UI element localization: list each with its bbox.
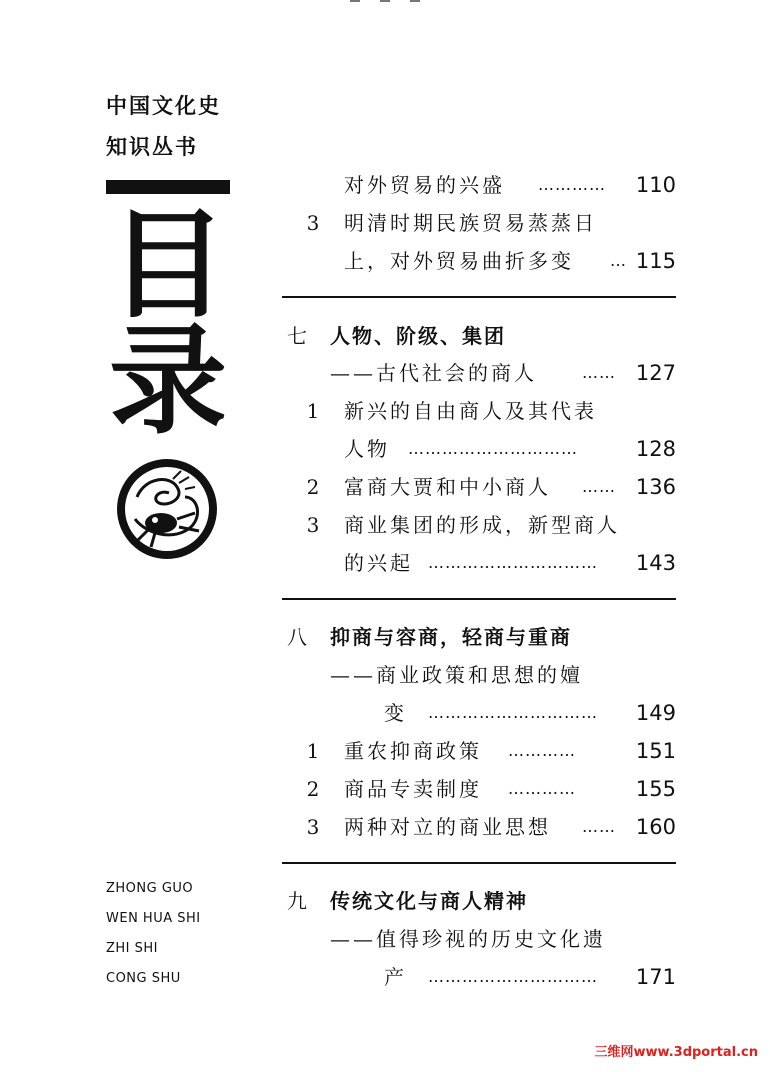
toc-entry-text: 商业集团的形成，新型商人 <box>344 513 620 537</box>
pinyin-line: ZHI SHI <box>106 941 159 956</box>
toc-entry-text: 两种对立的商业思想 <box>344 815 551 839</box>
toc-row <box>282 244 676 278</box>
toc-entry-text: 明清时期民族贸易蒸蒸日 <box>344 211 597 235</box>
toc-chapter-subtitle: ——值得珍视的历史文化遗 <box>330 927 606 951</box>
top-scan-mark <box>340 0 430 4</box>
toc-leader: ………………………… <box>408 439 578 458</box>
toc-leader: … <box>610 251 627 270</box>
toc-leader: ………… <box>508 741 576 760</box>
series-title-line2: 知识丛书 <box>106 135 198 159</box>
toc-chapter-subtitle: 产 <box>384 965 407 989</box>
heading-char-mu: 目 <box>108 196 227 334</box>
toc-row <box>282 546 676 580</box>
toc-chapter-row <box>282 884 676 918</box>
toc-row <box>282 168 676 202</box>
toc-entry-text: 重农抑商政策 <box>344 739 482 763</box>
toc-chapter-number: 七 <box>287 324 307 348</box>
toc-leader: …… <box>582 477 616 496</box>
toc-section-number: 3 <box>306 815 320 839</box>
toc-section-number: 1 <box>306 739 320 763</box>
toc-row <box>282 960 676 994</box>
toc-chapter-title: 传统文化与商人精神 <box>330 889 528 913</box>
toc-section-number: 2 <box>306 777 320 801</box>
toc-leader: ………………………… <box>428 967 598 986</box>
heading-char-lu: 录 <box>108 312 227 450</box>
toc-row <box>282 658 676 692</box>
toc-row <box>282 470 676 504</box>
toc-row <box>282 922 676 956</box>
toc-leader: ………… <box>538 175 606 194</box>
toc-leader: …… <box>582 363 616 382</box>
toc-entry-text: 商品专卖制度 <box>344 777 482 801</box>
toc-row <box>282 772 676 806</box>
chapter-divider <box>282 598 676 600</box>
toc-entry-text: 上，对外贸易曲折多变 <box>344 249 574 273</box>
toc-section-number: 3 <box>306 513 320 537</box>
toc-page-number: 155 <box>635 777 676 801</box>
dragon-emblem-icon <box>115 457 219 561</box>
toc-chapter-row <box>282 319 676 353</box>
pinyin-line: CONG SHU <box>106 971 181 986</box>
toc-row <box>282 432 676 466</box>
toc-chapter-subtitle: 变 <box>384 701 407 725</box>
toc-leader: ………………………… <box>428 703 598 722</box>
toc-entry-text: 人物 <box>344 437 390 461</box>
toc-leader: ………… <box>508 779 576 798</box>
toc-page-number: 171 <box>635 965 676 989</box>
toc-entry-text: 新兴的自由商人及其代表 <box>344 399 597 423</box>
series-title-line1: 中国文化史 <box>106 94 221 118</box>
heading-bar <box>106 180 230 194</box>
pinyin-line: WEN HUA SHI <box>106 911 201 926</box>
toc-entry-text: 对外贸易的兴盛 <box>344 173 505 197</box>
toc-chapter-subtitle: ——商业政策和思想的嬗 <box>330 663 583 687</box>
toc-page-number: 149 <box>635 701 676 725</box>
pinyin-line: ZHONG GUO <box>106 881 194 896</box>
toc-section-number: 3 <box>306 211 320 235</box>
toc-row <box>282 734 676 768</box>
toc-page-number: 128 <box>635 437 676 461</box>
toc-page-number: 136 <box>635 475 676 499</box>
toc-chapter-number: 九 <box>287 889 307 913</box>
toc-entry-text: 富商大贾和中小商人 <box>344 475 551 499</box>
toc-page-number: 110 <box>635 173 676 197</box>
toc-row <box>282 206 676 240</box>
chapter-divider <box>282 862 676 864</box>
toc-section-number: 2 <box>306 475 320 499</box>
toc-page-number: 160 <box>635 815 676 839</box>
toc-chapter-title: 抑商与容商，轻商与重商 <box>330 625 572 649</box>
toc-leader: ………………………… <box>428 553 598 572</box>
watermark: 三维网www.3dportal.cn <box>594 1045 758 1060</box>
toc-page-number: 151 <box>635 739 676 763</box>
toc-chapter-row <box>282 620 676 654</box>
toc-section-number: 1 <box>306 399 320 423</box>
toc-entry-text: 的兴起 <box>344 551 413 575</box>
toc-page-number: 143 <box>635 551 676 575</box>
toc-row <box>282 394 676 428</box>
toc-leader: …… <box>582 817 616 836</box>
toc-row <box>282 810 676 844</box>
toc-chapter-number: 八 <box>287 625 307 649</box>
toc-row <box>282 696 676 730</box>
toc-chapter-subtitle: ——古代社会的商人 <box>330 361 537 385</box>
toc-row <box>282 508 676 542</box>
toc-page-number: 115 <box>635 249 676 273</box>
chapter-divider <box>282 296 676 298</box>
toc-page-number: 127 <box>635 361 676 385</box>
toc-row <box>282 356 676 390</box>
toc-chapter-title: 人物、阶级、集团 <box>330 324 506 348</box>
